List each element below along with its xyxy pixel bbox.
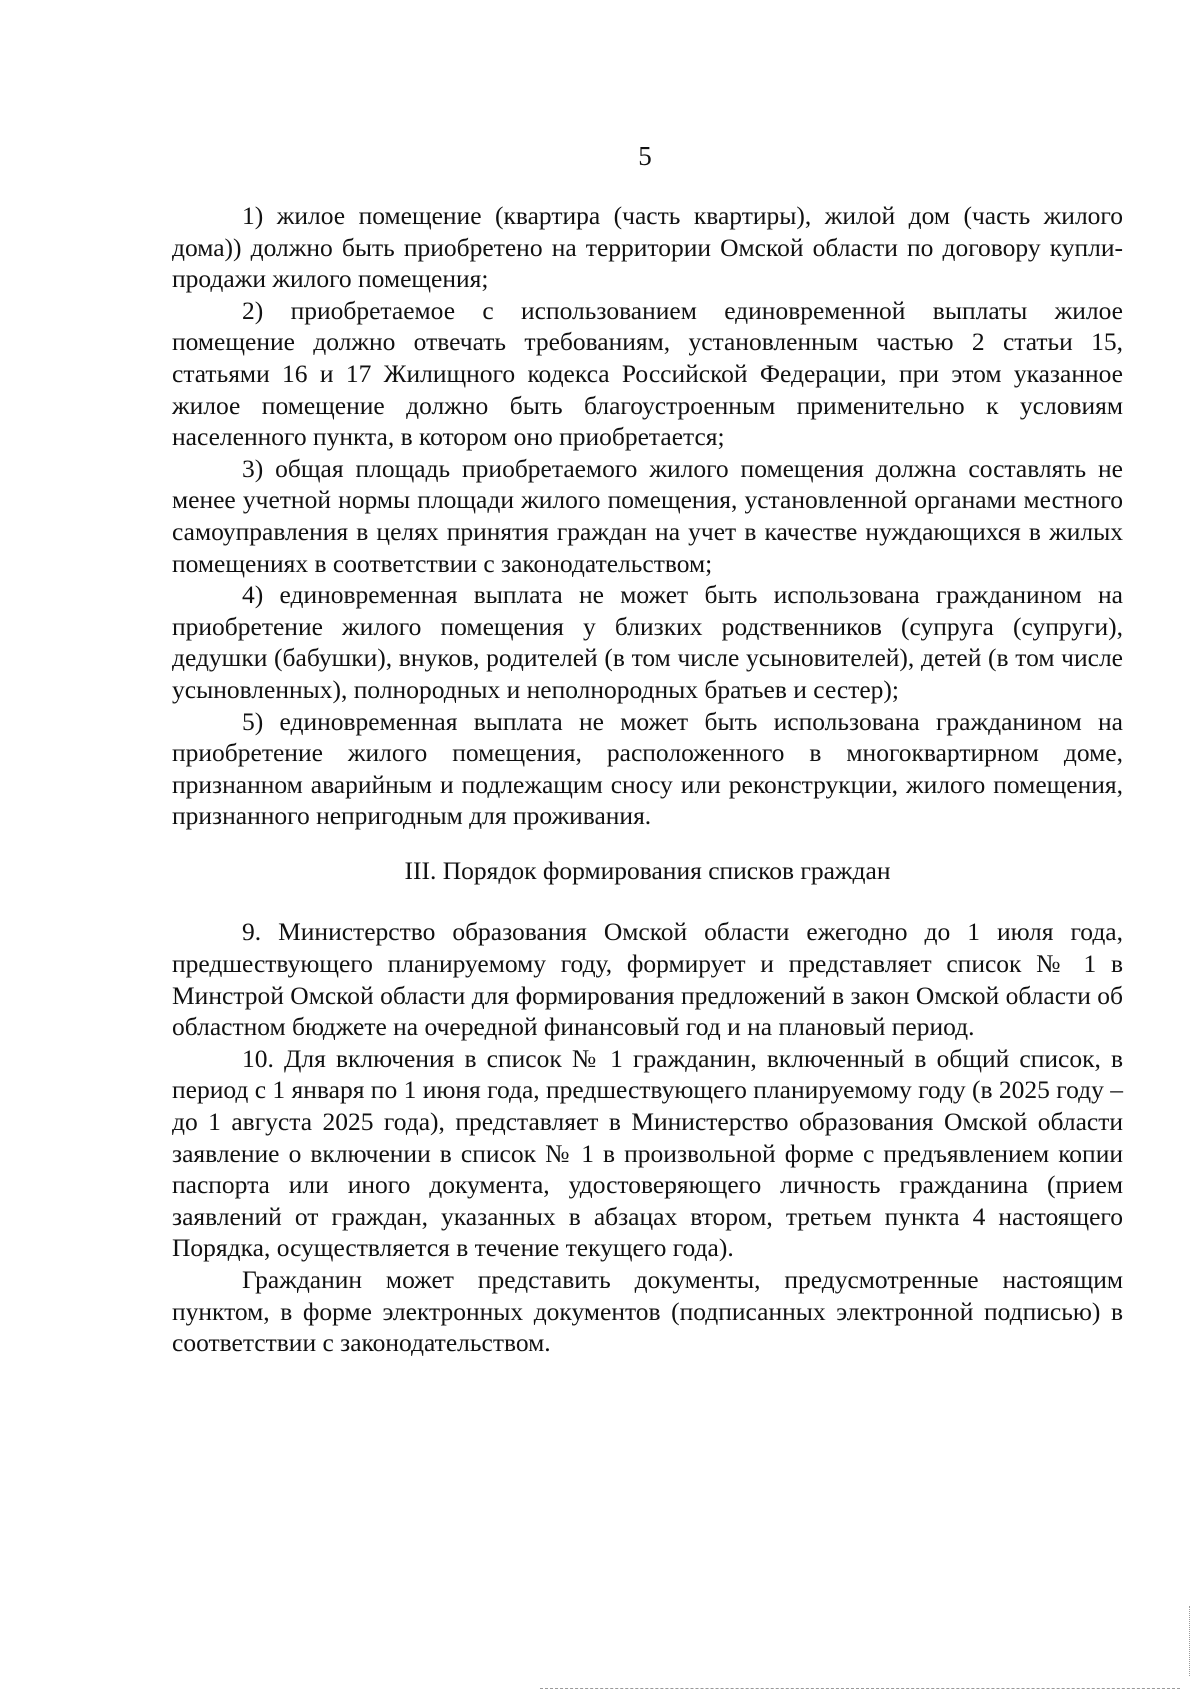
paragraph-item-2: 2) приобретаемое с использованием единовременной выплаты жилое помещение должно отвечать требованиям, установленным частью 2 статьи 15, статьями 16 и 17 Жилищного кодекса Российской Федерации, при этом указанное жилое помещение должно быть благоустроенным применительно к условиям населенного пункта, в котором оно приобретается; (172, 295, 1123, 452)
paragraph-clause-9: 9. Министерство образования Омской области ежегодно до 1 июля года, предшествующего планируемому году, формирует и представляет список № 1 в Минстрой Омской области для формирования предложений в закон Омской области об областном бюджете на очередной финансовый год и на плановый период. (172, 917, 1123, 1042)
scan-bottom-edge (540, 1688, 1180, 1689)
paragraph-electronic-documents: Гражданин может представить документы, предусмотренные настоящим пунктом, в форме электронных документов (подписанных электронной подписью) в соответствии с законодательством. (172, 1265, 1123, 1358)
paragraph-item-4: 4) единовременная выплата не может быть использована гражданином на приобретение жилого помещения у близких родственников (супруга (супруги), дедушки (бабушки), внуков, родителей (в том числе усыновителей), детей (в том числе усыновленных), полнородных и неполнородных братьев и сестер); (172, 580, 1123, 704)
paragraph-item-1: 1) жилое помещение (квартира (часть квартиры), жилой дом (часть жилого дома)) должно быть приобретено на территории Омской области по договору купли-продажи жилого помещения; (172, 201, 1123, 294)
page-number: 5 (638, 141, 652, 171)
document-body (172, 200, 1123, 1359)
section-heading: III. Порядок формирования списков граждан (404, 855, 891, 885)
paragraph-clause-10: 10. Для включения в список № 1 гражданин, включенный в общий список, в период с 1 января по 1 июня года, предшествующего планируемому году (в 2025 году – до 1 августа 2025 года), представляет в Министерство образования Омской области заявление о включении в список № 1 в произвольной форме с предъявлением копии паспорта или иного документа, удостоверяющего личность гражданина (прием заявлений от граждан, указанных в абзацах втором, третьем пункта 4 настоящего Порядка, осуществляется в течение текущего года). (172, 1043, 1123, 1263)
paragraph-item-3: 3) общая площадь приобретаемого жилого помещения должна составлять не менее учетной нормы площади жилого помещения, установленной органами местного самоуправления в целях принятия граждан на учет в качестве нуждающихся в жилых помещениях в соответствии с законодательством; (172, 453, 1123, 578)
scan-right-edge (1189, 1606, 1192, 1676)
paragraph-item-5: 5) единовременная выплата не может быть использована гражданином на приобретение жилого помещения, расположенного в многоквартирном доме, признанном аварийным и подлежащим сносу или реконструкции, жилого помещения, признанного непригодным для проживания. (172, 706, 1123, 831)
